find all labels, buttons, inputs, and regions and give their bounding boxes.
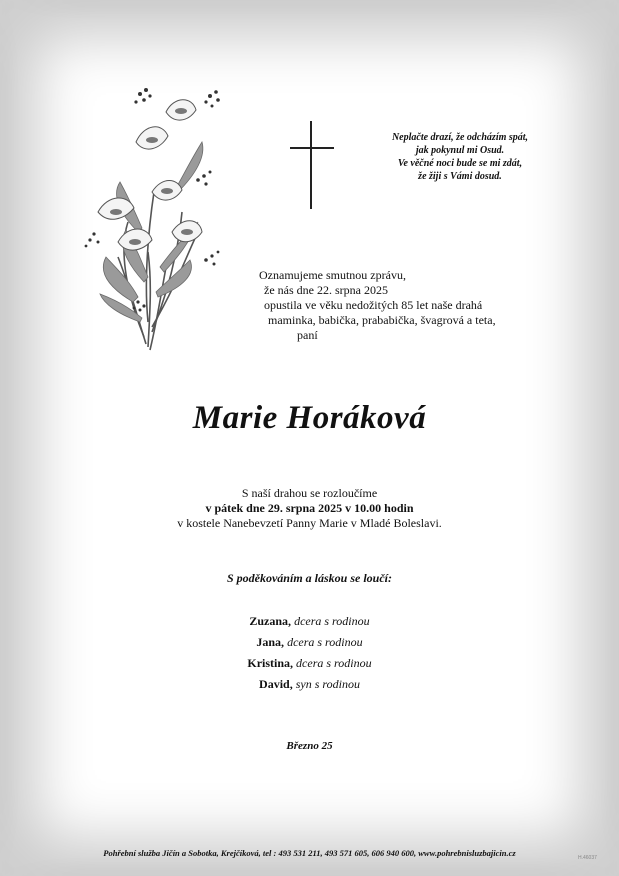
mourner-relation: dcera s rodinou	[287, 635, 363, 649]
ceremony-intro: S naší drahou se rozloučíme	[241, 486, 378, 500]
place-signature: Březno 25	[286, 740, 333, 752]
announcement-line: že nás dne 22. srpna 2025	[264, 283, 388, 297]
document-code: H.46037	[578, 855, 597, 861]
mourner-relation: dcera s rodinou	[296, 656, 372, 670]
mourner-item	[0, 656, 619, 671]
mourner-item	[0, 635, 619, 650]
mourner-item	[0, 614, 619, 629]
poem-line: Neplačte drazí, že odcházím spát,	[391, 132, 529, 143]
mourner-name: Zuzana,	[249, 614, 292, 628]
mourner-name: David,	[259, 677, 293, 691]
mourner-relation: dcera s rodinou	[294, 614, 370, 628]
ceremony-datetime: v pátek dne 29. srpna 2025 v 10.00 hodin	[205, 501, 414, 515]
mourner-name: Jana,	[256, 635, 285, 649]
announcement-line: opustila ve věku nedožitých 85 let naše drahá	[264, 298, 483, 312]
ceremony-location: v kostele Nanebevzetí Panny Marie v Mladé Boleslavi.	[177, 516, 442, 530]
announcement-line: Oznamujeme smutnou zprávu,	[259, 268, 406, 282]
poem-line: Ve věčné noci bude se mi zdát,	[397, 158, 523, 169]
funeral-service-footer: Pohřební služba Jičín a Sobotka, Krejčíková, tel : 493 531 211, 493 571 605, 606 940 600, www.pohrebnisluzbajicin.cz	[103, 848, 516, 858]
calla-lily-bouquet-icon	[78, 82, 238, 354]
mourner-relation: syn s rodinou	[295, 677, 360, 691]
deceased-name: Marie Horáková	[192, 400, 427, 436]
farewell-heading: S poděkováním a láskou se loučí:	[226, 571, 392, 585]
poem-line: že žiji s Vámi dosud.	[418, 171, 502, 182]
mourner-item	[0, 677, 619, 692]
announcement-line: paní	[297, 328, 318, 342]
mourner-name: Kristina,	[247, 656, 294, 670]
cross-icon	[290, 121, 334, 211]
poem	[370, 131, 550, 183]
announcement-line: maminka, babička, prababička, švagrová a teta,	[268, 313, 496, 327]
poem-line: jak pokynul mi Osud.	[415, 145, 505, 156]
